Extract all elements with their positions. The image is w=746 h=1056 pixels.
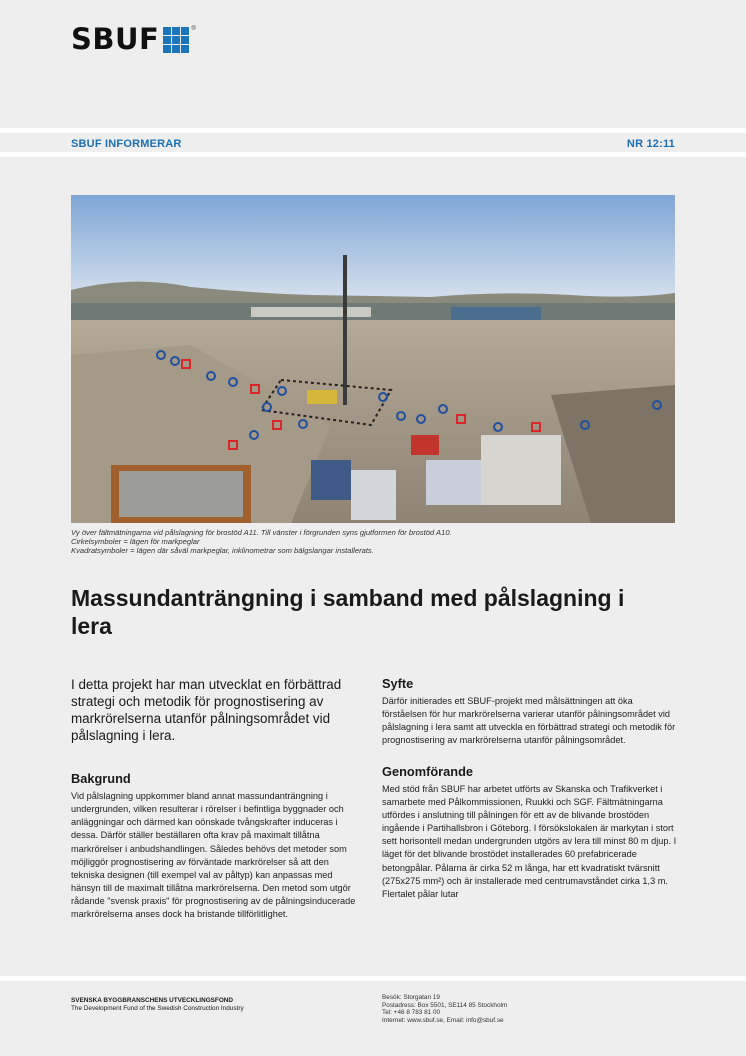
divider-top (0, 128, 746, 133)
registered-mark: ® (191, 26, 196, 32)
issue-number: NR 12:11 (626, 138, 675, 150)
info-bar (71, 138, 675, 150)
logo-text: SBUF (71, 22, 160, 56)
series-label: SBUF INFORMERAR (71, 138, 182, 150)
divider-footer (0, 976, 746, 981)
org-name: SVENSKA BYGGBRANSCHENS UTVECKLINGSFOND (71, 997, 234, 1004)
footer-organization (71, 997, 244, 1012)
web-email[interactable]: Internet: www.sbuf.se, Email: info@sbuf.se (382, 1016, 504, 1024)
org-name-en: The Development Fund of the Swedish Construction Industry (71, 1004, 244, 1012)
sbuf-logo (71, 24, 196, 54)
phone: Tel: +46 8 783 81 00 (382, 1009, 441, 1017)
right-column (382, 676, 680, 901)
logo-grid-icon (163, 27, 189, 53)
heading-bakgrund: Bakgrund (71, 771, 131, 786)
heading-genomforande: Genomförande (382, 763, 474, 779)
caption-line-1: Vy över fältmätningarna vid pålslagning för brostöd A11. Till vänster i förgrunden syns gjutformen för brostöd A10. (71, 528, 452, 537)
postal-address: Postadress: Box 5501, SE114 85 Stockholm (382, 1001, 508, 1009)
caption-line-2: Cirkelsymboler = lägen för markpeglar (71, 537, 200, 547)
text-bakgrund: Vid pålslagning uppkommer bland annat massundanträngning i undergrunden, vilken resulterar i rörelser i befintliga byggnader och anläggningar och därmed kan oönskade tvångskrafter induceras i dessa. Därför ställer beställaren ofta krav på maximalt tillåtna markrörelser i anbudshandlingen. Således behövs det metoder som möjliggör prognostisering av förväntade markrörelser så att den tekniska designen (till exempel val av påltyp) kan anpassas med hänsyn till de maximalt tillåtna markrörelserna. Den metod som utgör rådande "svensk praxis" för prognostisering av de pålningsinducerade markrörelserna anses dock ha bristande tillförlitlighet. (71, 791, 356, 920)
text-genomforande: Med stöd från SBUF har arbetet utförts av Skanska och Trafikverket i samarbete med Pålkommissionen, Ruukki och SGF. Fältmätningarna utfördes i anslutning till pålningen för ett av de blivande brostöden ingående i Partihallsbron i Göteborg. I försökslokalen är markytan i stort sett horisontell medan undergrunden utgörs av lera till minst 80 m djup. I läget för det blivande brostödet installerades 60 prefabricerade betongpålar. Pålarna är cirka 52 m långa, har ett kvadratiskt tvärsnitt (275x275 mm²) och är installerade med centrumavståndet cirka 1,3 m. Flertalet pålar lutar (382, 783, 677, 899)
divider-mid (0, 152, 746, 157)
heading-syfte: Syfte (382, 676, 414, 691)
lead-paragraph: I detta projekt har man utvecklat en förbättrad strategi och metodik för prognostisering av markrörelserna utanför pålningsområdet vid pålslagning i lera. (71, 677, 342, 743)
article-title: Massundanträngning i samband med pålslagning i lera (71, 585, 625, 639)
left-column (71, 676, 361, 922)
footer-contact (382, 994, 507, 1024)
caption-line-3: Kvadratsymboler = lägen där såväl markpeglar, inklinometrar som bälgslangar installerats. (71, 546, 374, 556)
site-photo (71, 195, 675, 523)
photo-caption (71, 528, 452, 556)
visit-address: Besök: Storgatan 19 (382, 994, 440, 1001)
text-syfte: Därför initierades ett SBUF-projekt med målsättningen att öka förståelsen för hur markrörelserna varierar utanför pålningsområdet vid pålslagning i lera samt att utveckla en förbättrad strategi och metodik för prognostisering av markrörelserna utanför pålningsområdet. (382, 696, 676, 746)
